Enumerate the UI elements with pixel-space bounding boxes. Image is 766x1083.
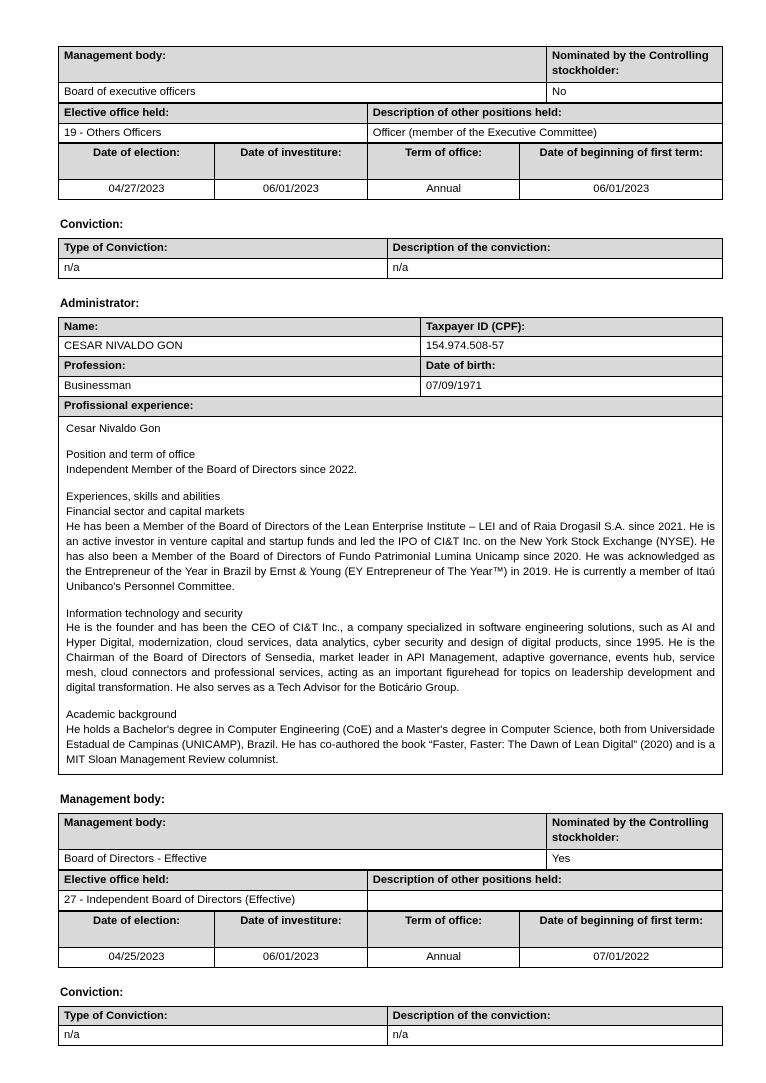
table-row — [59, 1026, 723, 1046]
name-value: CESAR NIVALDO GON — [59, 337, 421, 357]
date-of-investiture-label: Date of investiture: — [215, 911, 368, 947]
bio-financial-text: He has been a Member of the Board of Directors of the Lean Enterprise Institute – LEI and of Raia Drogasil S.A. since 2021. He is an active investor in venture capital and startup funds and led the IPO of CI&T Inc. on the New York Stock Exchange (NYSE). He has also been a Member of the Board of Directors of Fundo Patrimonial Lumina Unicamp since 2020. He was acknowledged as the Entrepreneur of the Year in Brazil by Ernst & Young (EY Entrepreneur of The Year™) in 2019. He is currently a member of Itaú Unibanco's Personnel Committee. — [66, 521, 715, 593]
bio-academic-text: He holds a Bachelor's degree in Computer Engineering (CoE) and a Master's degree in Computer Science, both from Universidade Estadual de Campinas (UNICAMP), Brazil. He has co-authored the book “Faster, Faster: The Dawn of Lean Digital” (2020) and is a MIT Sloan Management Review columnist. — [66, 723, 715, 766]
conviction-type-value: n/a — [59, 258, 388, 278]
management-body-value: Board of Directors - Effective — [59, 850, 547, 870]
date-of-election-value: 04/25/2023 — [59, 947, 215, 967]
elective-office-table-2 — [58, 870, 723, 911]
date-of-election-label: Date of election: — [59, 911, 215, 947]
cpf-label: Taxpayer ID (CPF): — [420, 317, 722, 337]
management-body-label: Management body: — [59, 47, 547, 83]
date-of-election-label: Date of election: — [59, 144, 215, 180]
conviction-section-label-2: Conviction: — [60, 986, 124, 999]
conviction-section-label-1: Conviction: — [60, 219, 124, 232]
table-row — [59, 871, 723, 891]
date-of-investiture-value: 06/01/2023 — [215, 947, 368, 967]
table-row — [59, 890, 723, 910]
professional-experience-label: Profissional experience: — [59, 396, 723, 416]
term-of-office-value: Annual — [367, 947, 520, 967]
name-label: Name: — [59, 317, 421, 337]
other-positions-value: Officer (member of the Executive Committee) — [367, 123, 722, 143]
dates-table-2 — [58, 911, 723, 968]
conviction-description-label: Description of the conviction: — [387, 239, 722, 259]
administrator-table — [58, 317, 723, 776]
date-of-birth-label: Date of birth: — [420, 357, 722, 377]
table-row — [59, 258, 723, 278]
table-row — [59, 947, 723, 967]
elective-office-label: Elective office held: — [59, 103, 368, 123]
table-row — [59, 83, 723, 103]
first-term-label: Date of beginning of first term: — [520, 911, 723, 947]
conviction-table-2 — [58, 1006, 723, 1047]
conviction-description-label: Description of the conviction: — [387, 1006, 722, 1026]
table-row — [59, 337, 723, 357]
nominated-by-label: Nominated by the Controlling stockholder: — [547, 814, 723, 850]
professional-experience-cell — [59, 416, 723, 775]
elective-office-table-1 — [58, 103, 723, 144]
conviction-table-1 — [58, 238, 723, 279]
term-of-office-value: Annual — [367, 180, 520, 200]
date-of-birth-value: 07/09/1971 — [420, 377, 722, 397]
conviction-type-label: Type of Conviction: — [59, 1006, 388, 1026]
bio-it-text: He is the founder and has been the CEO of CI&T Inc., a company specialized in software engineering solutions, such as AI and Hyper Digital, modernization, cloud services, data analytics, cyber security and design of digital products, since 1995. He is the Chairman of the Board of Directors of Sensedia, market leader in API Management, adaptive governance, events hub, service mesh, cloud connectors and professional services, acting as an important figurehead for topics on leadership development and digital transformation. He also serves as a Tech Advisor for the Boticário Group. — [66, 622, 715, 694]
table-row — [59, 814, 723, 850]
elective-office-value: 19 - Others Officers — [59, 123, 368, 143]
other-positions-value — [367, 890, 722, 910]
nominated-by-label: Nominated by the Controlling stockholder: — [547, 47, 723, 83]
table-row — [59, 47, 723, 83]
administrator-section-label: Administrator: — [60, 297, 140, 310]
bio-name-line: Cesar Nivaldo Gon — [66, 422, 161, 435]
management-body-value: Board of executive officers — [59, 83, 547, 103]
bio-position-heading: Position and term of office — [66, 449, 196, 462]
table-row — [59, 239, 723, 259]
other-positions-label: Description of other positions held: — [367, 871, 722, 891]
date-of-investiture-value: 06/01/2023 — [215, 180, 368, 200]
table-row — [59, 377, 723, 397]
table-row — [59, 396, 723, 416]
table-row — [59, 123, 723, 143]
table-row — [59, 1006, 723, 1026]
table-row — [59, 144, 723, 180]
first-term-value: 06/01/2023 — [520, 180, 723, 200]
table-row — [59, 416, 723, 775]
conviction-type-value: n/a — [59, 1026, 388, 1046]
term-of-office-label: Term of office: — [367, 144, 520, 180]
management-body-table-2 — [58, 813, 723, 870]
bio-financial-heading: Financial sector and capital markets — [66, 506, 245, 519]
bio-position-text: Independent Member of the Board of Directors since 2022. — [66, 464, 358, 477]
profession-label: Profession: — [59, 357, 421, 377]
table-row — [59, 180, 723, 200]
conviction-description-value: n/a — [387, 258, 722, 278]
term-of-office-label: Term of office: — [367, 911, 520, 947]
management-body-label: Management body: — [59, 814, 547, 850]
bio-it-heading: Information technology and security — [66, 607, 243, 620]
dates-table-1 — [58, 143, 723, 200]
elective-office-label: Elective office held: — [59, 871, 368, 891]
table-row — [59, 911, 723, 947]
date-of-investiture-label: Date of investiture: — [215, 144, 368, 180]
table-row — [59, 850, 723, 870]
management-body-section-label-2: Management body: — [60, 794, 165, 807]
bio-experiences-heading: Experiences, skills and abilities — [66, 491, 221, 504]
conviction-type-label: Type of Conviction: — [59, 239, 388, 259]
first-term-value: 07/01/2022 — [520, 947, 723, 967]
management-body-table-1 — [58, 46, 723, 103]
other-positions-label: Description of other positions held: — [367, 103, 722, 123]
table-row — [59, 103, 723, 123]
date-of-election-value: 04/27/2023 — [59, 180, 215, 200]
nominated-by-value: Yes — [547, 850, 723, 870]
table-row — [59, 357, 723, 377]
bio-academic-heading: Academic background — [66, 708, 177, 721]
cpf-value: 154.974.508-57 — [420, 337, 722, 357]
profession-value: Businessman — [59, 377, 421, 397]
first-term-label: Date of beginning of first term: — [520, 144, 723, 180]
biography-text — [59, 417, 722, 775]
conviction-description-value: n/a — [387, 1026, 722, 1046]
nominated-by-value: No — [547, 83, 723, 103]
table-row — [59, 317, 723, 337]
elective-office-value: 27 - Independent Board of Directors (Effective) — [59, 890, 368, 910]
